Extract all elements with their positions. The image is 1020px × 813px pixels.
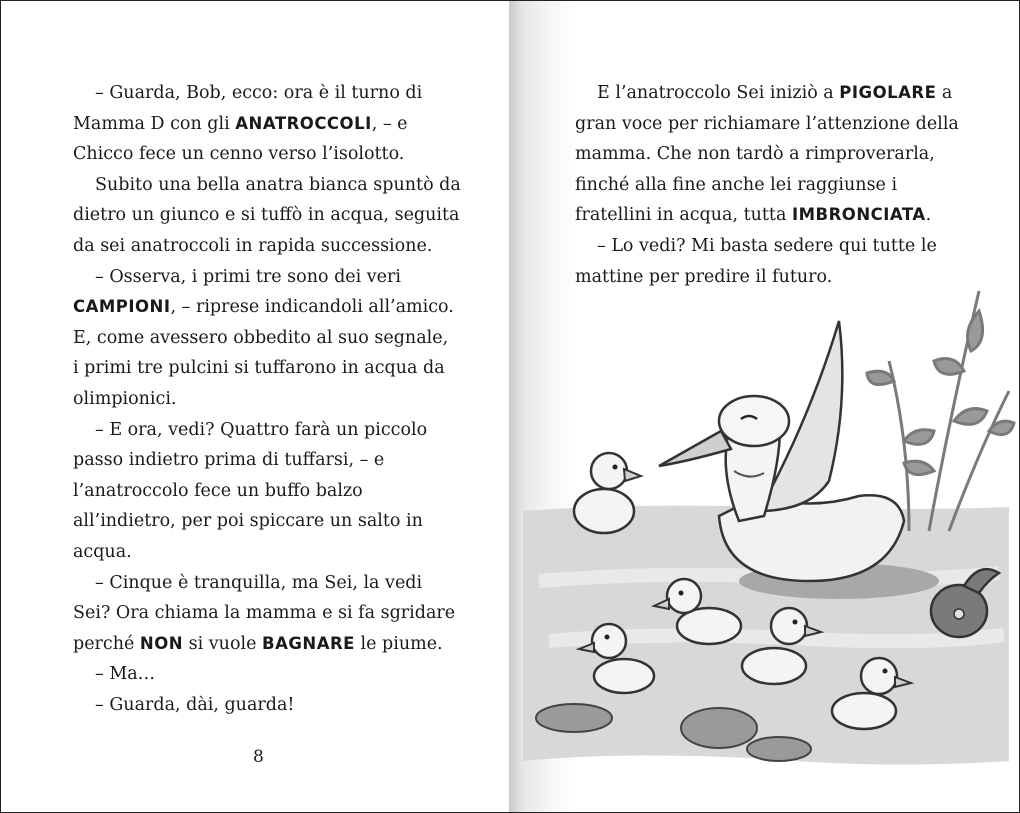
text-run: – E ora, vedi? Quattro farà un piccolo xyxy=(95,419,428,440)
emphasis-word: ANATROCCOLI xyxy=(235,113,372,133)
text-line xyxy=(575,78,965,109)
duck-pond-illustration xyxy=(509,281,1019,781)
text-run: – Guarda, Bob, ecco: ora è il turno di xyxy=(95,83,423,103)
text-run: E, come avessero obbedito al suo segnale, xyxy=(73,327,449,348)
reeds-icon xyxy=(867,291,1014,531)
emphasis-word: BAGNARE xyxy=(262,633,355,653)
text-run: Subito una bella anatra bianca spuntò da xyxy=(95,174,461,195)
text-run: , – e xyxy=(371,113,408,134)
text-line xyxy=(73,200,463,231)
emphasis-word: IMBRONCIATA xyxy=(791,205,926,225)
text-line xyxy=(73,537,463,568)
text-run: da sei anatroccoli in rapida successione. xyxy=(73,235,433,256)
text-run: – Lo vedi? Mi basta sedere qui tutte le xyxy=(597,235,937,256)
text-line xyxy=(73,690,463,721)
text-run: gran voce per richiamare l’attenzione della xyxy=(575,113,959,134)
text-run: Chicco fece un cenno verso l’isolotto. xyxy=(73,144,405,165)
text-run: – Osserva, i primi tre sono dei veri xyxy=(95,266,401,287)
text-run: – Ma… xyxy=(95,664,156,685)
text-line xyxy=(575,200,965,231)
text-run: . xyxy=(925,205,932,226)
text-run: passo indietro prima di tuffarsi, – e xyxy=(73,450,385,471)
text-line xyxy=(73,292,463,323)
text-run: l’anatroccolo fece un buffo balzo xyxy=(73,480,363,501)
text-run: E l’anatroccolo Sei iniziò a xyxy=(597,83,840,103)
text-line xyxy=(575,231,965,262)
text-line xyxy=(73,659,463,690)
text-line xyxy=(73,262,463,293)
text-line xyxy=(73,353,463,384)
text-run: acqua. xyxy=(73,541,132,562)
text-line xyxy=(575,139,965,170)
text-run: finché alla fine anche lei raggiunse i xyxy=(575,174,898,195)
text-line xyxy=(73,109,463,140)
emphasis-word: PIGOLARE xyxy=(839,83,937,102)
text-line xyxy=(73,170,463,201)
text-run: i primi tre pulcini si tuffarono in acqua da xyxy=(73,358,445,379)
text-run: a xyxy=(936,83,953,103)
text-run: Sei? Ora chiama la mamma e si fa sgridare xyxy=(73,603,456,624)
text-run: perché xyxy=(73,633,140,654)
emphasis-word: NON xyxy=(139,633,184,653)
lily-pad-icon xyxy=(747,737,811,761)
emphasis-word: CAMPIONI xyxy=(73,297,171,317)
text-line xyxy=(73,506,463,537)
text-run: mattine per predire il futuro. xyxy=(575,266,833,287)
text-line xyxy=(73,231,463,262)
page-number: 8 xyxy=(253,747,264,767)
text-run: si vuole xyxy=(183,633,262,654)
right-page xyxy=(509,1,1019,812)
text-run: Mamma D con gli xyxy=(73,113,236,134)
text-run: all’indietro, per poi spiccare un salto in xyxy=(73,511,423,532)
text-run: mamma. Che non tardò a rimproverarla, xyxy=(575,144,935,165)
duckling-icon xyxy=(574,453,641,533)
text-line xyxy=(575,109,965,140)
lily-pad-icon xyxy=(681,708,757,748)
text-run: dietro un giunco e si tuffò in acqua, seguita xyxy=(73,205,460,226)
left-page-text xyxy=(73,78,463,720)
text-line xyxy=(73,323,463,354)
lily-pad-icon xyxy=(536,704,612,732)
text-line xyxy=(73,139,463,170)
text-line xyxy=(73,445,463,476)
right-page-text xyxy=(575,78,965,292)
text-run: , – riprese indicandoli all’amico. xyxy=(170,297,454,318)
text-run: fratellini in acqua, tutta xyxy=(575,205,792,226)
text-line xyxy=(73,78,463,109)
text-line xyxy=(73,629,463,660)
text-line xyxy=(73,476,463,507)
text-run: – Guarda, dài, guarda! xyxy=(95,694,295,715)
text-line xyxy=(73,415,463,446)
text-run: le piume. xyxy=(354,633,443,654)
text-line xyxy=(575,170,965,201)
text-run: – Cinque è tranquilla, ma Sei, la vedi xyxy=(95,572,423,593)
left-page xyxy=(1,1,509,812)
text-line xyxy=(73,384,463,415)
text-run: olimpionici. xyxy=(73,388,177,409)
text-line xyxy=(73,598,463,629)
text-line xyxy=(73,568,463,599)
